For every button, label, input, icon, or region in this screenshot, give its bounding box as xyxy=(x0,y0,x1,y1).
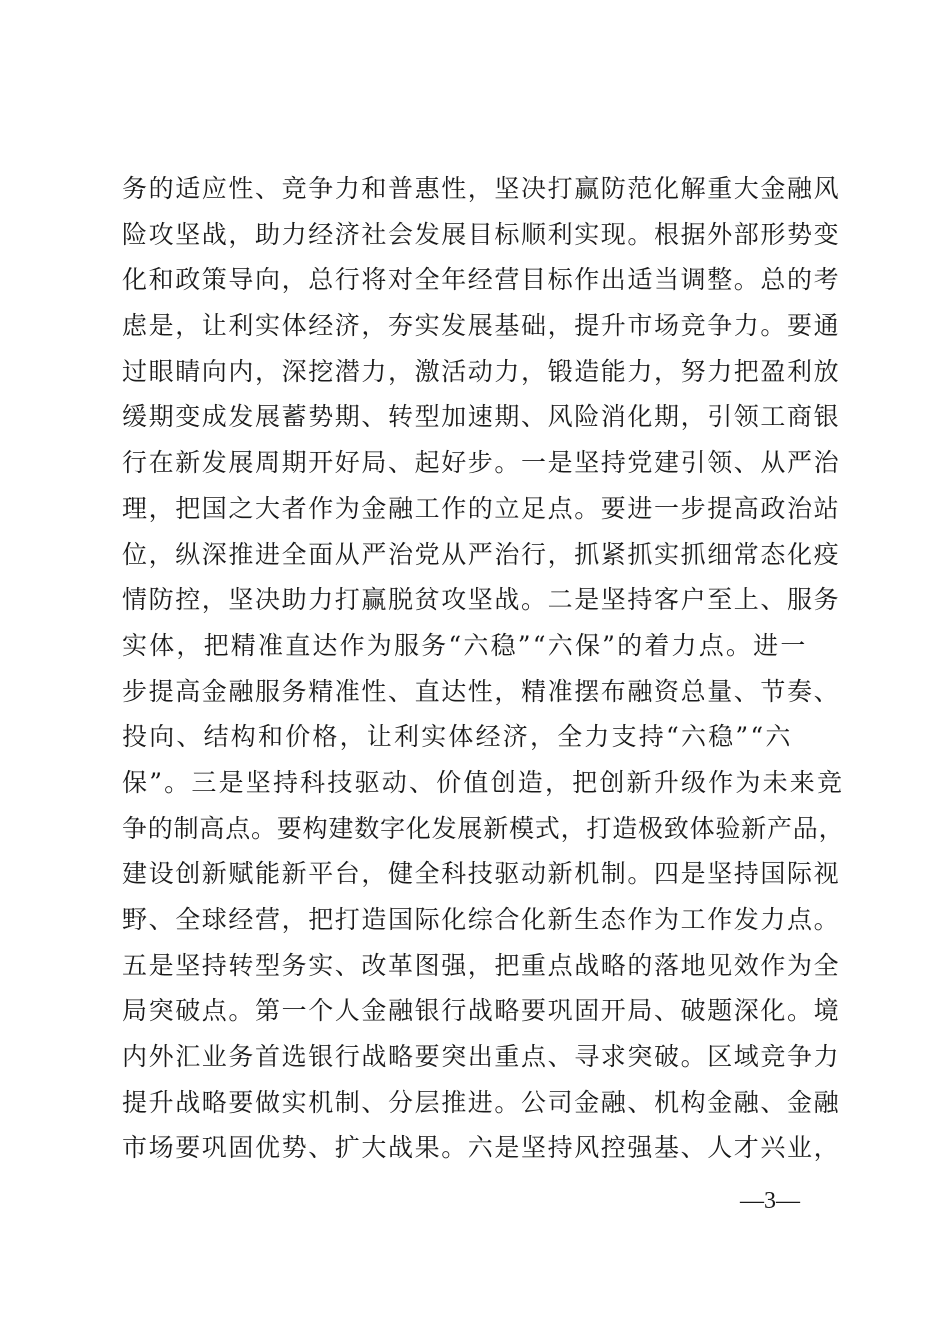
text-line: 五是坚持转型务实、改革图强，把重点战略的落地见效作为全 xyxy=(122,950,841,980)
text-line: 提升战略要做实机制、分层推进。公司金融、机构金融、金融 xyxy=(122,1087,841,1117)
text-line: 虑是，让利实体经济，夯实发展基础，提升市场竞争力。要通 xyxy=(122,311,841,341)
text-line: 市场要巩固优势、扩大战果。六是坚持风控强基、人才兴业， xyxy=(122,1133,841,1163)
text-line: 内外汇业务首选银行战略要突出重点、寻求突破。区域竞争力 xyxy=(122,1042,841,1072)
text-line: 过眼睛向内，深挖潜力，激活动力，锻造能力，努力把盈利放 xyxy=(122,356,841,386)
text-line: 建设创新赋能新平台，健全科技驱动新机制。四是坚持国际视 xyxy=(122,859,841,889)
text-line: 险攻坚战，助力经济社会发展目标顺利实现。根据外部形势变 xyxy=(122,219,841,249)
body-text xyxy=(122,166,845,1171)
text-line: 情防控，坚决助力打赢脱贫攻坚战。二是坚持客户至上、服务 xyxy=(122,585,841,615)
text-line: 行在新发展周期开好局、起好步。一是坚持党建引领、从严治 xyxy=(122,448,841,478)
text-line: 投向、结构和价格，让利实体经济，全力支持“六稳”“六 xyxy=(122,722,793,752)
text-line: 理，把国之大者作为金融工作的立足点。要进一步提高政治站 xyxy=(122,493,841,523)
text-line: 局突破点。第一个人金融银行战略要巩固开局、破题深化。境 xyxy=(122,996,841,1026)
text-line: 缓期变成发展蓄势期、转型加速期、风险消化期，引领工商银 xyxy=(122,402,841,432)
text-line: 野、全球经营，把打造国际化综合化新生态作为工作发力点。 xyxy=(122,905,841,934)
text-line: 化和政策导向，总行将对全年经营目标作出适当调整。总的考 xyxy=(122,265,841,295)
text-line: 争的制高点。要构建数字化发展新模式，打造极致体验新产品， xyxy=(122,813,845,843)
text-line: 实体，把精准直达作为服务“六稳”“六保”的着力点。进一 xyxy=(122,630,808,660)
page-number: —3— xyxy=(740,1188,800,1214)
text-line: 步提高金融服务精准性、直达性，精准摆布融资总量、节奏、 xyxy=(122,676,841,706)
text-line: 保”。三是坚持科技驱动、价值创造，把创新升级作为未来竞 xyxy=(122,767,845,797)
text-line: 位，纵深推进全面从严治党从严治行，抓紧抓实抓细常态化疫 xyxy=(122,539,841,569)
text-line: 务的适应性、竞争力和普惠性，坚决打赢防范化解重大金融风 xyxy=(122,174,841,203)
